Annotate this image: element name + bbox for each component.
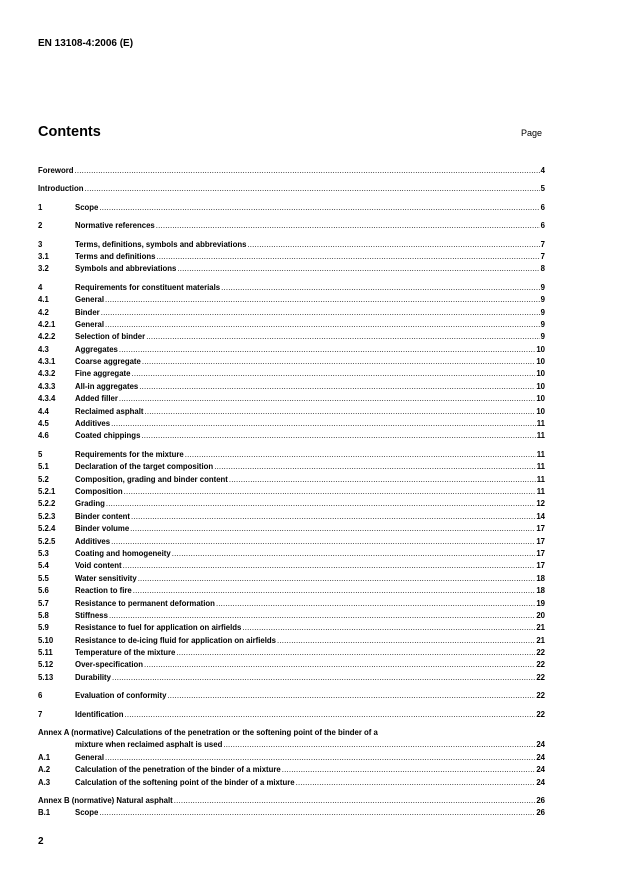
toc-entry-number: 4.5 bbox=[38, 419, 49, 429]
toc-leader-dots bbox=[223, 739, 535, 751]
toc-entry-title: Over-specification bbox=[75, 660, 144, 670]
toc-leader-dots bbox=[144, 659, 535, 671]
toc-leader-dots bbox=[146, 331, 539, 343]
toc-entry-number: 4.3.1 bbox=[38, 357, 56, 367]
toc-leader-dots bbox=[156, 251, 539, 263]
toc-entry[interactable] bbox=[38, 331, 545, 343]
toc-entry-page: 7 bbox=[540, 239, 545, 249]
toc-entry-title: Symbols and abbreviations bbox=[75, 264, 177, 274]
toc-entry-title: Normative references bbox=[75, 221, 155, 231]
toc-entry-page: 24 bbox=[536, 765, 545, 775]
toc-entry[interactable] bbox=[38, 647, 545, 659]
toc-entry[interactable] bbox=[38, 709, 545, 721]
toc-entry-page: 18 bbox=[536, 573, 545, 583]
toc-leader-dots bbox=[130, 523, 535, 535]
toc-entry-title: Binder volume bbox=[75, 524, 130, 534]
toc-entry-title: Foreword bbox=[38, 166, 74, 175]
toc-entry[interactable] bbox=[38, 807, 545, 819]
toc-entry[interactable] bbox=[38, 282, 545, 294]
toc-entry-number: 5.2 bbox=[38, 474, 49, 484]
toc-entry-title: Terms and definitions bbox=[75, 251, 156, 261]
toc-entry-page: 6 bbox=[540, 221, 545, 231]
toc-entry[interactable] bbox=[38, 573, 545, 585]
toc-entry[interactable] bbox=[38, 461, 545, 473]
toc-entry-number: 5.13 bbox=[38, 672, 54, 682]
toc-entry-title: Durability bbox=[75, 672, 111, 682]
page-title: Contents bbox=[38, 124, 101, 140]
toc-leader-dots bbox=[125, 709, 536, 721]
toc-entry-page: 7 bbox=[540, 251, 545, 261]
toc-entry-title: Resistance to de-icing fluid for application on airfields bbox=[75, 635, 277, 645]
toc-leader-dots bbox=[131, 511, 535, 523]
toc-entry-page: 21 bbox=[536, 623, 545, 633]
toc-leader-dots bbox=[99, 202, 539, 214]
toc-entry[interactable] bbox=[38, 659, 545, 671]
toc-entry[interactable] bbox=[38, 777, 545, 789]
toc-leader-dots bbox=[105, 294, 540, 306]
toc-entry[interactable] bbox=[38, 486, 545, 498]
toc-entry[interactable] bbox=[38, 727, 545, 752]
toc-leader-dots bbox=[214, 461, 536, 473]
toc-leader-dots bbox=[139, 381, 535, 393]
toc-entry-page: 11 bbox=[536, 486, 545, 496]
toc-leader-dots bbox=[131, 368, 535, 380]
toc-leader-dots bbox=[216, 598, 535, 610]
toc-entry-page: 26 bbox=[536, 796, 545, 805]
toc-entry-number: 1 bbox=[38, 202, 43, 212]
toc-entry-page: 22 bbox=[536, 660, 545, 670]
toc-entry[interactable] bbox=[38, 307, 545, 319]
toc-entry[interactable] bbox=[38, 795, 545, 807]
toc-entry[interactable] bbox=[38, 418, 545, 430]
toc-entry[interactable] bbox=[38, 690, 545, 702]
toc-entry-title: Calculation of the softening point of the binder of a mixture bbox=[75, 777, 295, 787]
toc-entry-number: 3 bbox=[38, 239, 43, 249]
toc-entry-page: 4 bbox=[540, 166, 545, 175]
toc-entry-number: 5.7 bbox=[38, 598, 49, 608]
toc-entry[interactable] bbox=[38, 536, 545, 548]
toc-entry-number: 5.2.3 bbox=[38, 511, 56, 521]
toc-leader-dots bbox=[296, 777, 536, 789]
toc-leader-dots bbox=[112, 672, 535, 684]
toc-leader-dots bbox=[111, 536, 535, 548]
toc-leader-dots bbox=[156, 220, 540, 232]
toc-entry-title: Coated chippings bbox=[75, 431, 141, 441]
toc-entry-number: 6 bbox=[38, 691, 43, 701]
toc-entry-title: Resistance to fuel for application on airfields bbox=[75, 623, 242, 633]
toc-entry-page: 10 bbox=[536, 381, 545, 391]
toc-entry[interactable] bbox=[38, 251, 545, 263]
toc-leader-dots bbox=[176, 647, 535, 659]
toc-entry-number: 5.2.5 bbox=[38, 536, 56, 546]
toc-entry[interactable] bbox=[38, 294, 545, 306]
toc-entry-title: Additives bbox=[75, 419, 111, 429]
toc-entry-title: Requirements for constituent materials bbox=[75, 282, 221, 292]
toc-entry-number: B.1 bbox=[38, 808, 51, 818]
toc-entry-number: 4.2 bbox=[38, 307, 49, 317]
toc-entry-title: Fine aggregate bbox=[75, 369, 131, 379]
toc-entry[interactable] bbox=[38, 474, 545, 486]
toc-entry-page: 11 bbox=[536, 431, 545, 441]
toc-leader-dots bbox=[119, 344, 535, 356]
toc-entry-title: Annex B (normative) Natural asphalt bbox=[38, 796, 173, 805]
toc-entry-page: 10 bbox=[536, 394, 545, 404]
toc-entry-number: A.2 bbox=[38, 765, 51, 775]
toc-entry-page: 18 bbox=[536, 586, 545, 596]
toc-entry-page: 24 bbox=[536, 752, 545, 762]
toc-leader-dots bbox=[172, 548, 536, 560]
toc-entry-number: 5 bbox=[38, 449, 43, 459]
toc-entry-number: 4.3.3 bbox=[38, 381, 56, 391]
toc-entry-number: 5.3 bbox=[38, 548, 49, 558]
toc-entry-number: 5.11 bbox=[38, 648, 53, 658]
toc-leader-dots bbox=[282, 764, 536, 776]
toc-entry-page: 24 bbox=[536, 777, 545, 787]
toc-leader-dots bbox=[119, 393, 535, 405]
toc-entry-page: 22 bbox=[536, 709, 545, 719]
toc-entry-number: 4 bbox=[38, 282, 43, 292]
toc-entry-page: 22 bbox=[536, 691, 545, 701]
toc-leader-dots bbox=[144, 406, 535, 418]
table-of-contents bbox=[38, 165, 545, 820]
toc-entry[interactable] bbox=[38, 344, 545, 356]
page-column-label: Page bbox=[521, 128, 543, 138]
toc-entry-title: Grading bbox=[75, 499, 105, 509]
toc-entry-number: 5.2.2 bbox=[38, 499, 56, 509]
toc-entry-page: 19 bbox=[536, 598, 545, 608]
toc-entry-title: Scope bbox=[75, 808, 99, 818]
toc-entry[interactable] bbox=[38, 356, 545, 368]
toc-entry-page: 9 bbox=[540, 295, 545, 305]
toc-leader-dots bbox=[277, 635, 535, 647]
toc-entry-page: 10 bbox=[536, 369, 545, 379]
toc-entry-page: 9 bbox=[540, 332, 545, 342]
toc-entry[interactable] bbox=[38, 183, 545, 195]
toc-entry-number: 5.8 bbox=[38, 610, 49, 620]
toc-entry-page: 17 bbox=[536, 524, 545, 534]
toc-entry[interactable] bbox=[38, 610, 545, 622]
toc-entry[interactable] bbox=[38, 635, 545, 647]
toc-leader-dots bbox=[185, 449, 536, 461]
toc-entry-page: 20 bbox=[536, 610, 545, 620]
toc-entry[interactable] bbox=[38, 498, 545, 510]
toc-entry-title: Reclaimed asphalt bbox=[75, 406, 144, 416]
toc-entry[interactable] bbox=[38, 752, 545, 764]
toc-entry-title: Composition bbox=[75, 486, 123, 496]
toc-entry-page: 22 bbox=[536, 648, 545, 658]
toc-entry-title: Reaction to fire bbox=[75, 586, 132, 596]
toc-entry-page: 10 bbox=[536, 406, 545, 416]
toc-entry-number: 4.2.1 bbox=[38, 319, 56, 329]
toc-entry-page: 6 bbox=[540, 202, 545, 212]
toc-entry[interactable] bbox=[38, 523, 545, 535]
toc-entry[interactable] bbox=[38, 220, 545, 232]
toc-entry-number: 5.2.4 bbox=[38, 524, 56, 534]
toc-entry-title: Evaluation of conformity bbox=[75, 691, 167, 701]
toc-entry-page: 14 bbox=[536, 511, 545, 521]
toc-entry-number: 4.1 bbox=[38, 295, 49, 305]
toc-leader-dots bbox=[84, 183, 539, 195]
toc-entry[interactable] bbox=[38, 449, 545, 461]
toc-entry-title: Scope bbox=[75, 202, 99, 212]
toc-entry-title: Selection of binder bbox=[75, 332, 146, 342]
toc-entry-title: All-in aggregates bbox=[75, 381, 139, 391]
toc-leader-dots bbox=[124, 486, 536, 498]
toc-entry-number: 4.3 bbox=[38, 344, 49, 354]
toc-leader-dots bbox=[242, 622, 535, 634]
toc-leader-dots bbox=[142, 356, 535, 368]
document-header: EN 13108-4:2006 (E) bbox=[38, 38, 134, 49]
toc-leader-dots bbox=[221, 282, 540, 294]
toc-entry-number: A.3 bbox=[38, 777, 51, 787]
toc-entry-title: Void content bbox=[75, 561, 122, 571]
toc-entry[interactable] bbox=[38, 511, 545, 523]
toc-leader-dots bbox=[105, 752, 535, 764]
toc-entry[interactable] bbox=[38, 406, 545, 418]
toc-entry-number: 2 bbox=[38, 221, 43, 231]
toc-entry-number: 3.1 bbox=[38, 251, 49, 261]
toc-entry-number: 4.2.2 bbox=[38, 332, 56, 342]
toc-entry-page: 26 bbox=[536, 808, 545, 818]
toc-entry-page: 17 bbox=[536, 536, 545, 546]
toc-entry-title: Water sensitivity bbox=[75, 573, 137, 583]
toc-entry[interactable] bbox=[38, 263, 545, 275]
toc-entry-title: Declaration of the target composition bbox=[75, 462, 214, 472]
toc-entry-number: 4.3.4 bbox=[38, 394, 56, 404]
toc-entry-page: 8 bbox=[540, 264, 545, 274]
toc-entry-number: 4.3.2 bbox=[38, 369, 56, 379]
toc-entry-number: 5.9 bbox=[38, 623, 49, 633]
toc-entry-title: Requirements for the mixture bbox=[75, 449, 184, 459]
toc-entry-number: 4.4 bbox=[38, 406, 49, 416]
toc-entry-title: Coating and homogeneity bbox=[75, 548, 171, 558]
toc-entry-title: Identification bbox=[75, 709, 124, 719]
toc-entry-number: 5.12 bbox=[38, 660, 54, 670]
toc-entry[interactable] bbox=[38, 239, 545, 251]
toc-entry-page: 17 bbox=[536, 561, 545, 571]
toc-entry-number: 5.6 bbox=[38, 586, 49, 596]
toc-leader-dots bbox=[106, 498, 535, 510]
toc-entry-title: General bbox=[75, 295, 105, 305]
toc-entry-page: 5 bbox=[540, 184, 545, 194]
toc-leader-dots bbox=[75, 165, 540, 177]
toc-leader-dots bbox=[99, 807, 535, 819]
toc-entry-number: 7 bbox=[38, 709, 43, 719]
toc-leader-dots bbox=[174, 795, 536, 807]
toc-entry-page: 10 bbox=[536, 357, 545, 367]
toc-entry-title: Added filler bbox=[75, 394, 118, 404]
toc-entry-page: 12 bbox=[536, 499, 545, 509]
toc-entry-page: 11 bbox=[536, 474, 545, 484]
toc-entry-title-continued: mixture when reclaimed asphalt is used bbox=[75, 740, 223, 750]
toc-leader-dots bbox=[101, 307, 540, 319]
toc-entry-page: 11 bbox=[536, 462, 545, 472]
toc-leader-dots bbox=[141, 430, 535, 442]
toc-entry-title: Coarse aggregate bbox=[75, 357, 141, 367]
toc-entry[interactable] bbox=[38, 430, 545, 442]
toc-leader-dots bbox=[109, 610, 535, 622]
toc-entry[interactable] bbox=[38, 319, 545, 331]
toc-entry-title: Additives bbox=[75, 536, 111, 546]
toc-entry-title: Temperature of the mixture bbox=[75, 648, 176, 658]
toc-entry[interactable] bbox=[38, 585, 545, 597]
toc-entry[interactable] bbox=[38, 381, 545, 393]
toc-entry-number: 5.2.1 bbox=[38, 486, 56, 496]
toc-entry-title: Terms, definitions, symbols and abbreviations bbox=[75, 239, 247, 249]
toc-entry-number: 4.6 bbox=[38, 431, 49, 441]
toc-entry-number: 5.4 bbox=[38, 561, 49, 571]
toc-entry-page: 11 bbox=[536, 419, 545, 429]
toc-leader-dots bbox=[247, 239, 539, 251]
toc-entry-page: 10 bbox=[536, 344, 545, 354]
toc-entry-title: Introduction bbox=[38, 184, 84, 194]
toc-entry-page: 21 bbox=[536, 635, 545, 645]
toc-entry-page: 17 bbox=[536, 548, 545, 558]
toc-entry-title: Binder bbox=[75, 307, 100, 317]
toc-leader-dots bbox=[138, 573, 536, 585]
toc-entry[interactable] bbox=[38, 764, 545, 776]
toc-leader-dots bbox=[111, 418, 536, 430]
toc-leader-dots bbox=[105, 319, 540, 331]
toc-entry-title: General bbox=[75, 752, 105, 762]
toc-entry-title: Composition, grading and binder content bbox=[75, 474, 228, 484]
toc-entry[interactable] bbox=[38, 598, 545, 610]
toc-entry-page: 9 bbox=[540, 282, 545, 292]
toc-entry[interactable] bbox=[38, 622, 545, 634]
toc-entry[interactable] bbox=[38, 368, 545, 380]
toc-leader-dots bbox=[133, 585, 536, 597]
toc-entry-title: General bbox=[75, 319, 105, 329]
toc-leader-dots bbox=[177, 263, 539, 275]
toc-leader-dots bbox=[229, 474, 536, 486]
toc-leader-dots bbox=[167, 690, 535, 702]
toc-entry[interactable] bbox=[38, 393, 545, 405]
toc-entry-page: 11 bbox=[536, 449, 545, 459]
toc-entry-title: Resistance to permanent deformation bbox=[75, 598, 215, 608]
toc-entry-title: Aggregates bbox=[75, 344, 118, 354]
toc-entry-page: 9 bbox=[540, 319, 545, 329]
toc-leader-dots bbox=[123, 560, 536, 572]
toc-entry-number: 5.1 bbox=[38, 462, 49, 472]
toc-entry[interactable] bbox=[38, 202, 545, 214]
toc-entry-number: 5.5 bbox=[38, 573, 49, 583]
toc-entry-title: Annex A (normative) Calculations of the penetration or the softening point of the binder of a bbox=[38, 728, 378, 738]
toc-entry-number: A.1 bbox=[38, 752, 51, 762]
toc-entry-number: 5.10 bbox=[38, 635, 54, 645]
toc-entry-page: 22 bbox=[536, 672, 545, 682]
toc-entry[interactable] bbox=[38, 548, 545, 560]
toc-entry[interactable] bbox=[38, 560, 545, 572]
toc-entry-page: 24 bbox=[536, 740, 545, 750]
toc-entry-number: 3.2 bbox=[38, 264, 49, 274]
toc-entry[interactable] bbox=[38, 672, 545, 684]
toc-entry[interactable] bbox=[38, 165, 545, 177]
toc-entry-page: 9 bbox=[540, 307, 545, 317]
toc-entry-title: Calculation of the penetration of the binder of a mixture bbox=[75, 765, 281, 775]
toc-entry-title: Binder content bbox=[75, 511, 131, 521]
toc-entry-title: Stiffness bbox=[75, 610, 108, 620]
page-number: 2 bbox=[38, 836, 44, 847]
